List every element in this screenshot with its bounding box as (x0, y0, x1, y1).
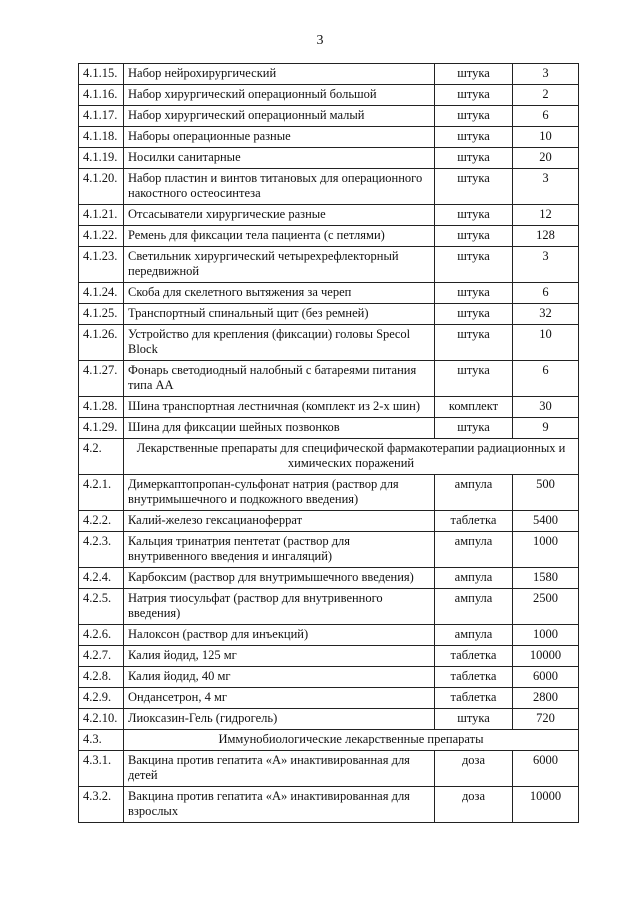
item-name: Устройство для крепления (фиксации) головы Specol Block (124, 325, 435, 361)
item-number: 4.1.18. (79, 127, 124, 148)
item-quantity: 1000 (513, 532, 579, 568)
item-number: 4.1.29. (79, 418, 124, 439)
item-name: Калия йодид, 125 мг (124, 646, 435, 667)
item-name: Отсасыватели хирургические разные (124, 205, 435, 226)
item-unit: таблетка (435, 511, 513, 532)
item-unit: комплект (435, 397, 513, 418)
item-quantity: 2500 (513, 589, 579, 625)
item-unit: штука (435, 85, 513, 106)
item-unit: ампула (435, 589, 513, 625)
item-name: Карбоксим (раствор для внутримышечного введения) (124, 568, 435, 589)
item-quantity: 6 (513, 283, 579, 304)
item-name: Набор пластин и винтов титановых для операционного накостного остеосинтеза (124, 169, 435, 205)
item-unit: штука (435, 709, 513, 730)
item-name: Набор хирургический операционный большой (124, 85, 435, 106)
table-row (79, 751, 579, 787)
table-row (79, 361, 579, 397)
item-number: 4.1.24. (79, 283, 124, 304)
table-row (79, 511, 579, 532)
item-number: 4.1.21. (79, 205, 124, 226)
item-quantity: 128 (513, 226, 579, 247)
item-quantity: 2800 (513, 688, 579, 709)
item-number: 4.2.3. (79, 532, 124, 568)
item-name: Скоба для скелетного вытяжения за череп (124, 283, 435, 304)
item-quantity: 6000 (513, 667, 579, 688)
item-number: 4.1.19. (79, 148, 124, 169)
item-number: 4.1.15. (79, 64, 124, 85)
table-row (79, 667, 579, 688)
section-number: 4.2. (79, 439, 124, 475)
item-number: 4.2.8. (79, 667, 124, 688)
table-row (79, 475, 579, 511)
table-row (79, 532, 579, 568)
item-quantity: 3 (513, 64, 579, 85)
item-quantity: 32 (513, 304, 579, 325)
item-quantity: 1000 (513, 625, 579, 646)
item-number: 4.3.2. (79, 787, 124, 823)
item-number: 4.2.10. (79, 709, 124, 730)
item-name: Набор нейрохирургический (124, 64, 435, 85)
table-row (79, 418, 579, 439)
item-quantity: 2 (513, 85, 579, 106)
item-quantity: 9 (513, 418, 579, 439)
table-row (79, 625, 579, 646)
item-unit: ампула (435, 625, 513, 646)
item-number: 4.2.6. (79, 625, 124, 646)
item-quantity: 3 (513, 247, 579, 283)
section-title: Лекарственные препараты для специфической фармакотерапии радиационных и химических поражений (124, 439, 579, 475)
item-unit: штука (435, 226, 513, 247)
item-name: Шина транспортная лестничная (комплект из 2-х шин) (124, 397, 435, 418)
item-number: 4.3.1. (79, 751, 124, 787)
item-name: Налоксон (раствор для инъекций) (124, 625, 435, 646)
item-unit: штука (435, 106, 513, 127)
item-name: Светильник хирургический четырехрефлекторный передвижной (124, 247, 435, 283)
page-number: 3 (316, 33, 324, 48)
item-unit: доза (435, 787, 513, 823)
item-number: 4.1.22. (79, 226, 124, 247)
table-row (79, 589, 579, 625)
item-name: Лиоксазин-Гель (гидрогель) (124, 709, 435, 730)
table-row (79, 397, 579, 418)
item-name: Транспортный спинальный щит (без ремней) (124, 304, 435, 325)
item-quantity: 720 (513, 709, 579, 730)
item-quantity: 6 (513, 361, 579, 397)
item-name: Шина для фиксации шейных позвонков (124, 418, 435, 439)
item-quantity: 1580 (513, 568, 579, 589)
table-row (79, 226, 579, 247)
table-row (79, 568, 579, 589)
item-quantity: 5400 (513, 511, 579, 532)
item-quantity: 3 (513, 169, 579, 205)
table-row (79, 64, 579, 85)
item-quantity: 10000 (513, 787, 579, 823)
item-number: 4.2.5. (79, 589, 124, 625)
item-number: 4.1.26. (79, 325, 124, 361)
table-row (79, 205, 579, 226)
item-name: Набор хирургический операционный малый (124, 106, 435, 127)
item-unit: штука (435, 361, 513, 397)
table-row (79, 148, 579, 169)
item-number: 4.1.20. (79, 169, 124, 205)
item-unit: ампула (435, 532, 513, 568)
table-row (79, 304, 579, 325)
item-name: Фонарь светодиодный налобный с батареями питания типа АА (124, 361, 435, 397)
item-unit: ампула (435, 568, 513, 589)
table-row (79, 106, 579, 127)
item-unit: таблетка (435, 646, 513, 667)
item-unit: ампула (435, 475, 513, 511)
table-row (79, 283, 579, 304)
table-row (79, 127, 579, 148)
table-row (79, 646, 579, 667)
item-number: 4.2.1. (79, 475, 124, 511)
item-name: Кальция тринатрия пентетат (раствор для внутривенного введения и ингаляций) (124, 532, 435, 568)
table-row (79, 85, 579, 106)
item-unit: штука (435, 64, 513, 85)
item-name: Вакцина против гепатита «А» инактивированная для взрослых (124, 787, 435, 823)
section-row (79, 439, 579, 475)
item-unit: таблетка (435, 667, 513, 688)
item-unit: штука (435, 127, 513, 148)
item-unit: штука (435, 418, 513, 439)
section-number: 4.3. (79, 730, 124, 751)
item-unit: штука (435, 169, 513, 205)
item-unit: штука (435, 148, 513, 169)
table-row (79, 325, 579, 361)
item-number: 4.1.25. (79, 304, 124, 325)
item-quantity: 500 (513, 475, 579, 511)
item-unit: штука (435, 205, 513, 226)
item-number: 4.2.9. (79, 688, 124, 709)
item-number: 4.2.7. (79, 646, 124, 667)
item-quantity: 12 (513, 205, 579, 226)
item-unit: таблетка (435, 688, 513, 709)
item-name: Димеркаптопропан-сульфонат натрия (раствор для внутримышечного и подкожного введения) (124, 475, 435, 511)
supply-table (78, 63, 579, 823)
table-row (79, 709, 579, 730)
item-number: 4.1.28. (79, 397, 124, 418)
item-number: 4.1.17. (79, 106, 124, 127)
table-row (79, 247, 579, 283)
table-row (79, 688, 579, 709)
item-name: Калия йодид, 40 мг (124, 667, 435, 688)
section-row (79, 730, 579, 751)
item-quantity: 10 (513, 127, 579, 148)
item-quantity: 6 (513, 106, 579, 127)
item-name: Натрия тиосульфат (раствор для внутривенного введения) (124, 589, 435, 625)
table-row (79, 787, 579, 823)
item-number: 4.2.2. (79, 511, 124, 532)
item-unit: штука (435, 304, 513, 325)
item-unit: доза (435, 751, 513, 787)
item-quantity: 10000 (513, 646, 579, 667)
item-quantity: 30 (513, 397, 579, 418)
item-name: Ондансетрон, 4 мг (124, 688, 435, 709)
item-number: 4.2.4. (79, 568, 124, 589)
item-name: Калий-железо гексацианоферрат (124, 511, 435, 532)
table-row (79, 169, 579, 205)
item-name: Вакцина против гепатита «А» инактивированная для детей (124, 751, 435, 787)
table-body (79, 64, 579, 823)
item-unit: штука (435, 325, 513, 361)
section-title: Иммунобиологические лекарственные препараты (124, 730, 579, 751)
item-number: 4.1.23. (79, 247, 124, 283)
item-quantity: 10 (513, 325, 579, 361)
item-name: Наборы операционные разные (124, 127, 435, 148)
item-number: 4.1.16. (79, 85, 124, 106)
item-quantity: 6000 (513, 751, 579, 787)
item-name: Ремень для фиксации тела пациента (с петлями) (124, 226, 435, 247)
item-unit: штука (435, 247, 513, 283)
item-quantity: 20 (513, 148, 579, 169)
item-name: Носилки санитарные (124, 148, 435, 169)
item-number: 4.1.27. (79, 361, 124, 397)
item-unit: штука (435, 283, 513, 304)
